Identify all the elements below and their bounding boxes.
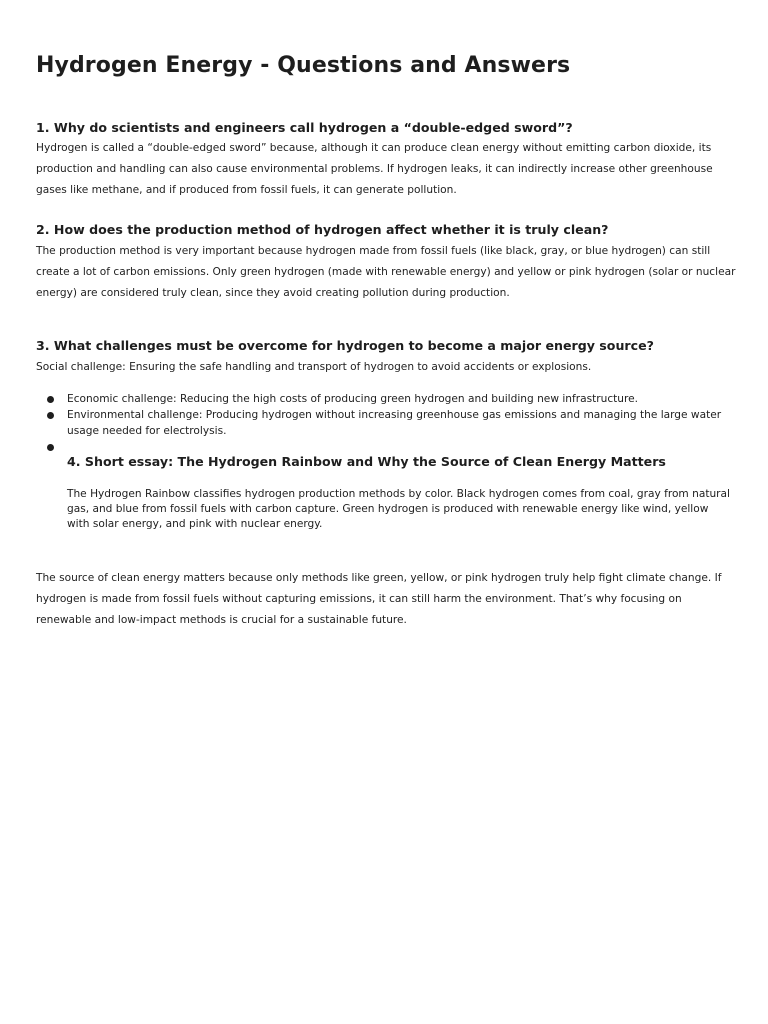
list-item-text: Environmental challenge: Producing hydrogen without increasing greenhouse gas emissions and managing the large water usage needed for electrolysis. [67, 409, 722, 437]
essay-closing-paragraph: The source of clean energy matters because only methods like green, yellow, or pink hydrogen truly help fight climate change. If hydrogen is made from fossil fuels without capturing emissions, it can still harm the environment. That’s why focusing on renewable and low-impact methods is crucial for a sustainable future. [36, 572, 722, 626]
question-3-answer: Social challenge: Ensuring the safe handling and transport of hydrogen to avoid accidents or explosions. [36, 361, 592, 373]
essay-heading: 4. Short essay: The Hydrogen Rainbow and Why the Source of Clean Energy Matters [67, 454, 666, 469]
list-item [36, 391, 736, 407]
question-2-heading: 2. How does the production method of hydrogen affect whether it is truly clean? [36, 222, 609, 237]
essay-body: The Hydrogen Rainbow classifies hydrogen production methods by color. Black hydrogen comes from coal, gray from natural gas, and blue from fossil fuels with carbon capture. Green hydrogen is produced with renewable energy like wind, yellow with solar energy, and pink with nuclear energy. [67, 488, 730, 530]
bullet-icon [47, 396, 54, 403]
bullet-icon [47, 412, 54, 419]
document-title: Hydrogen Energy - Questions and Answers [36, 53, 571, 78]
list-item-empty [36, 439, 736, 453]
list-item-text: Economic challenge: Reducing the high costs of producing green hydrogen and building new infrastructure. [67, 393, 639, 405]
bullet-icon [47, 444, 54, 451]
challenges-list [36, 391, 736, 453]
question-3-heading: 3. What challenges must be overcome for hydrogen to become a major energy source? [36, 338, 654, 353]
list-item [36, 407, 736, 439]
question-2-answer: The production method is very important because hydrogen made from fossil fuels (like black, gray, or blue hydrogen) can still create a lot of carbon emissions. Only green hydrogen (made with renewable energy) and yellow or pink hydrogen (solar or nuclear energy) are considered truly clean, since they avoid creating pollution during production. [36, 245, 736, 299]
question-1-answer: Hydrogen is called a “double-edged sword” because, although it can produce clean energy without emitting carbon dioxide, its production and handling can also cause environmental problems. If hydrogen leaks, it can indirectly increase other greenhouse gases like methane, and if produced from fossil fuels, it can generate pollution. [36, 142, 713, 196]
question-1-heading: 1. Why do scientists and engineers call hydrogen a “double-edged sword”? [36, 120, 573, 135]
